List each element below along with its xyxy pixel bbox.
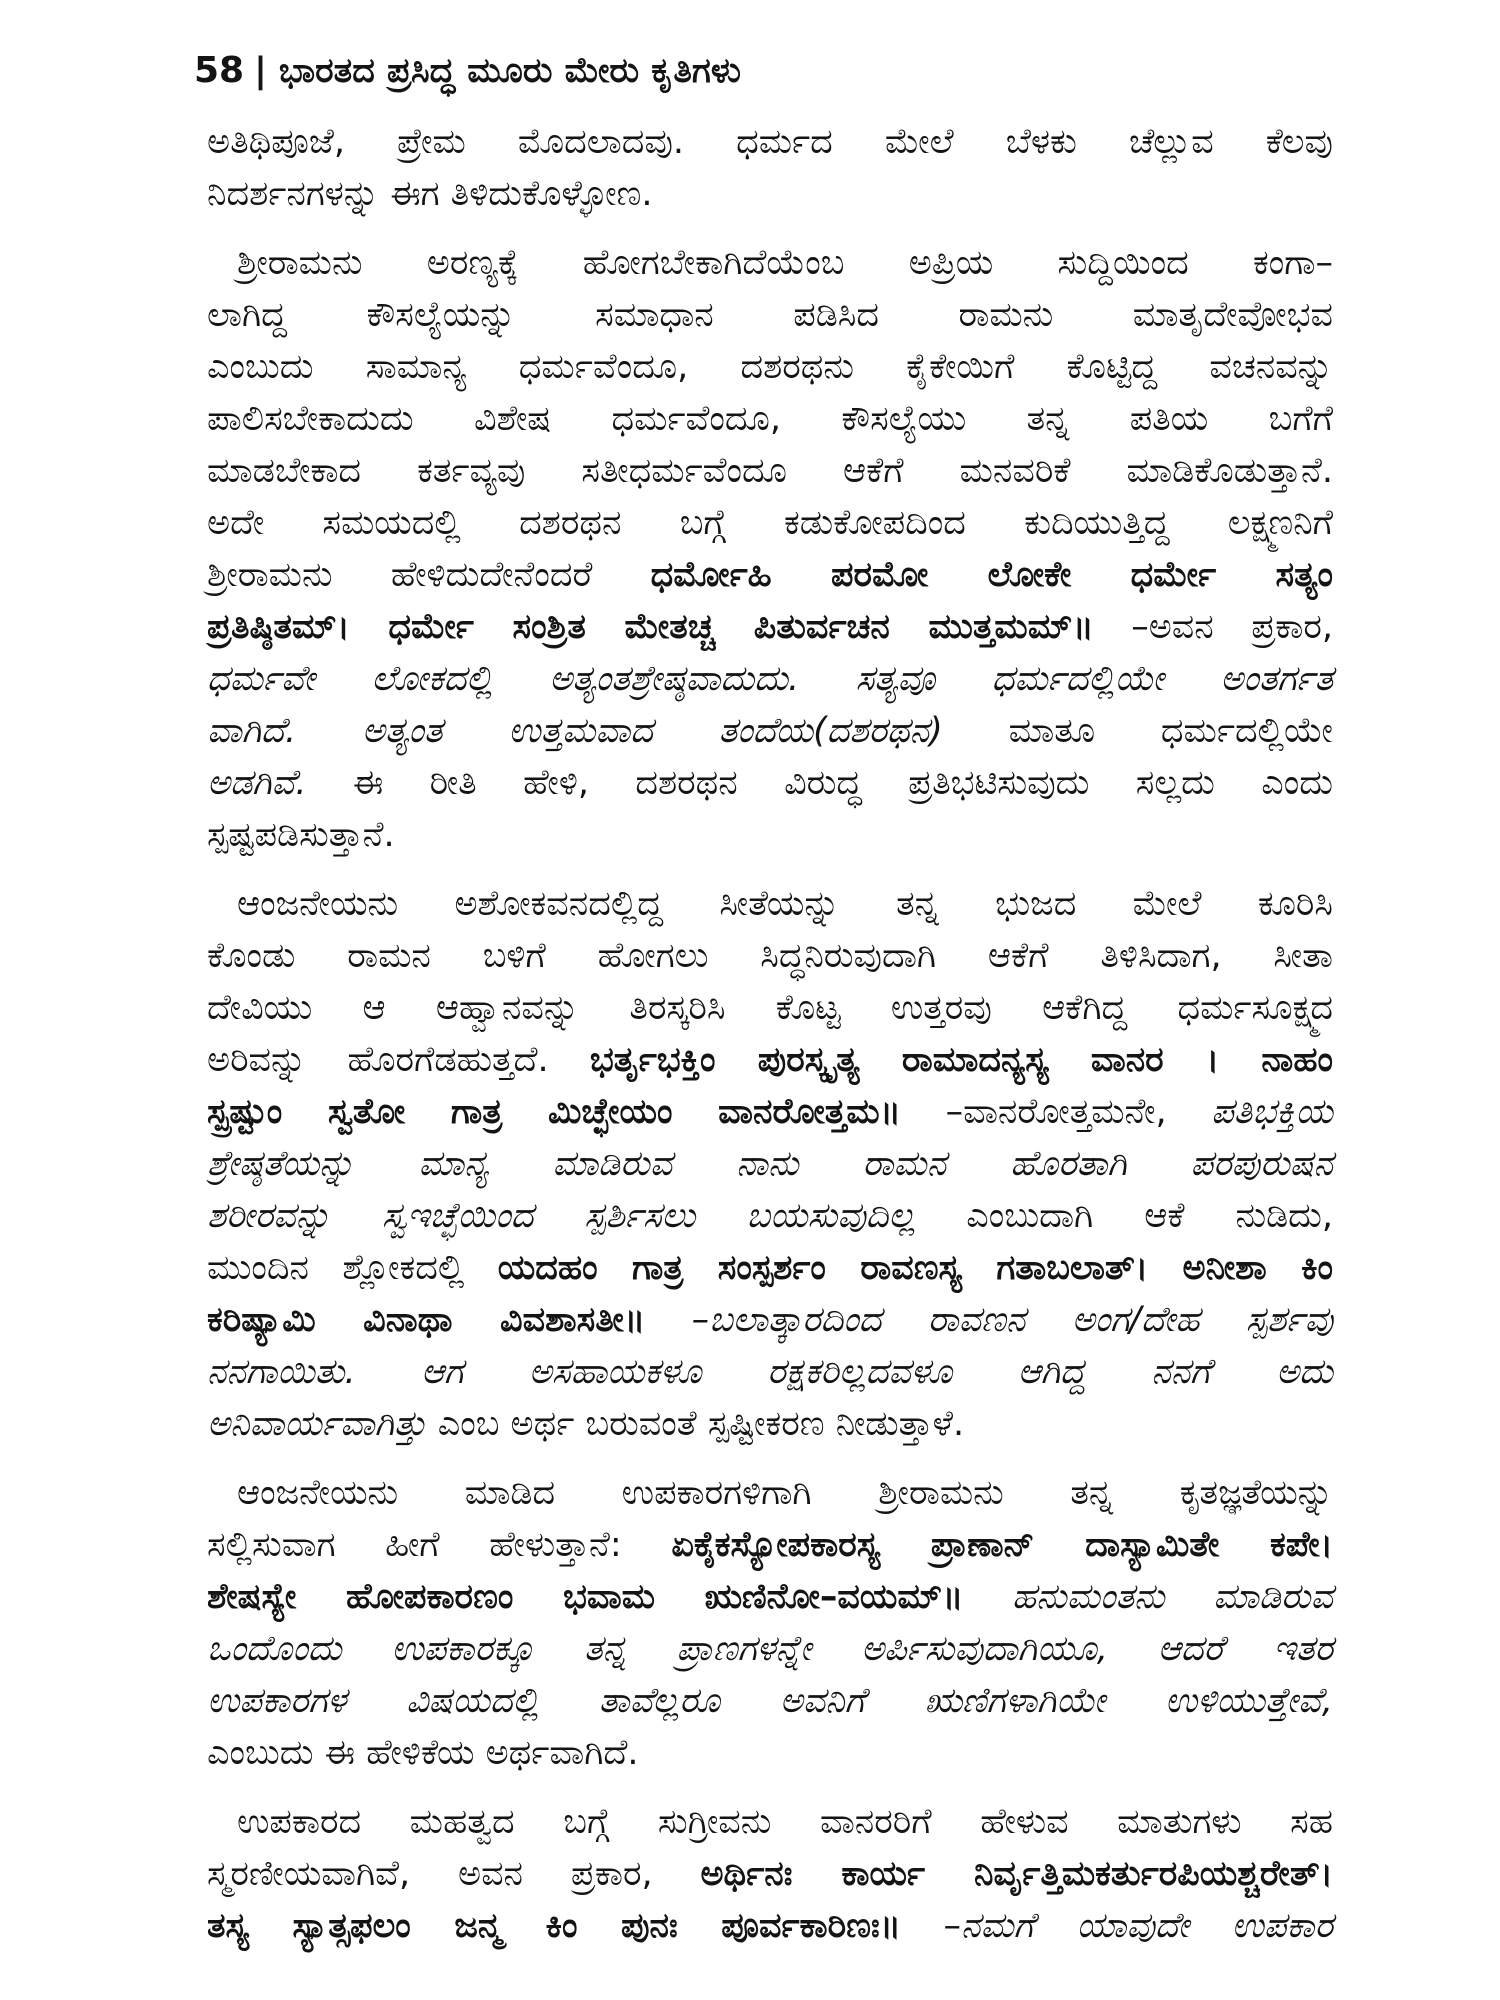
text-segment: ಮಾತೂ ಧರ್ಮದಲ್ಲಿಯೇ bbox=[942, 711, 1333, 751]
sanskrit-verse: ಯದಹಂ ಗಾತ್ರ ಸಂಸ್ಪರ್ಶಂ ರಾವಣಸ್ಯ ಗತಾಬಲಾತ್। ಅನೀಶಾ ಕಿಂ bbox=[497, 1248, 1334, 1288]
text-line bbox=[207, 601, 1333, 653]
text-segment: ಎಂಬುದು ಈ ಹೇಳಿಕೆಯ ಅರ್ಥವಾಗಿದೆ. bbox=[207, 1733, 639, 1773]
text-segment: ಸಲ್ಲಿಸುವಾಗ ಹೀಗೆ ಹೇಳುತ್ತಾನೆ: bbox=[207, 1525, 672, 1565]
text-line bbox=[207, 653, 1333, 705]
translation-italic: ಧರ್ಮವೇ ಲೋಕದಲ್ಲಿ ಅತ್ಯಂತಶ್ರೇಷ್ಠವಾದುದು. ಸತ್ಯವೂ ಧರ್ಮದಲ್ಲಿಯೇ ಅಂತರ್ಗತ bbox=[207, 659, 1333, 699]
text-line bbox=[207, 982, 1333, 1034]
text-line bbox=[207, 1727, 1333, 1779]
text-line bbox=[207, 549, 1333, 601]
text-segment: ಶ್ರೀರಾಮನು ಹೇಳಿದುದೇನೆಂದರೆ bbox=[207, 555, 651, 595]
text-segment: ಅರಿವನ್ನು ಹೊರಗೆಡಹುತ್ತದೆ. bbox=[207, 1040, 590, 1080]
text-line bbox=[207, 497, 1333, 549]
translation-italic: ವಾಗಿದೆ. ಅತ್ಯಂತ ಉತ್ತಮವಾದ ತಂದೆಯ(ದಶರಥನ) bbox=[207, 711, 943, 751]
text-segment: ಆಂಜನೇಯನು ಮಾಡಿದ ಉಪಕಾರಗಳಿಗಾಗಿ ಶ್ರೀರಾಮನು ತನ್ನ ಕೃತಜ್ಞತೆಯನ್ನು bbox=[237, 1473, 1333, 1513]
text-line bbox=[207, 393, 1333, 445]
text-segment: ಮಾಡಬೇಕಾದ ಕರ್ತವ್ಯವು ಸತೀಧರ್ಮವೆಂದೂ ಆಕೆಗೆ ಮನವರಿಕೆ ಮಾಡಿಕೊಡುತ್ತಾನೆ. bbox=[207, 451, 1333, 491]
sanskrit-verse: ಸ್ಪ್ರಷ್ಟುಂ ಸ್ವತೋ ಗಾತ್ರ ಮಿಚ್ಛೇಯಂ ವಾನರೋತ್ತಮ॥ bbox=[207, 1092, 901, 1132]
text-line bbox=[207, 1796, 1333, 1848]
page-number: 58 bbox=[194, 50, 245, 91]
translation-italic: ಒಂದೊಂದು ಉಪಕಾರಕ್ಕೂ ತನ್ನ ಪ್ರಾಣಗಳನ್ನೇ ಅರ್ಪಿಸುವುದಾಗಿಯೂ, ಆದರೆ ಇತರ bbox=[207, 1629, 1333, 1669]
paragraph bbox=[207, 878, 1333, 1450]
translation-italic: ಅಡಗಿವೆ. bbox=[207, 763, 307, 803]
sanskrit-verse: ಭರ್ತೃಭಕ್ತಿಂ ಪುರಸ್ಕೃತ್ಯ ರಾಮಾದನ್ಯಸ್ಯ ವಾನರ । ನಾಹಂ bbox=[589, 1040, 1333, 1080]
text-segment: ಎಂಬ ಅರ್ಥ ಬರುವಂತೆ ಸ್ಪಷ್ಟೀಕರಣ ನೀಡುತ್ತಾಳೆ. bbox=[426, 1404, 965, 1444]
translation-italic: –ಬಲಾತ್ಕಾರದಿಂದ ರಾವಣನ ಅಂಗ/ದೇಹ ಸ್ಪರ್ಶವು bbox=[645, 1300, 1333, 1340]
text-line bbox=[207, 705, 1333, 757]
translation-italic: ಶ್ರೇಷ್ಠತೆಯನ್ನು ಮಾನ್ಯ ಮಾಡಿರುವ ನಾನು ರಾಮನ ಹೊರತಾಗಿ ಪರಪುರುಷನ bbox=[207, 1144, 1333, 1184]
text-segment: ಪಾಲಿಸಬೇಕಾದುದು ವಿಶೇಷ ಧರ್ಮವೆಂದೂ, ಕೌಸಲ್ಯೆಯು ತನ್ನ ಪತಿಯ ಬಗೆಗೆ bbox=[207, 399, 1333, 439]
text-segment: ಎಂಬುದು ಸಾಮಾನ್ಯ ಧರ್ಮವೆಂದೂ, ದಶರಥನು ಕೈಕೇಯಿಗೆ ಕೊಟ್ಟಿದ್ದ ವಚನವನ್ನು bbox=[207, 347, 1333, 387]
text-segment: ನಿದರ್ಶನಗಳನ್ನು ಈಗ ತಿಳಿದುಕೊಳ್ಳೋಣ. bbox=[207, 174, 653, 214]
text-line bbox=[207, 878, 1333, 930]
text-segment: –ವಾನರೋತ್ತಮನೇ, bbox=[900, 1092, 1212, 1132]
sanskrit-verse: ಶೇಷಸ್ಯೇ ಹೋಪಕಾರಣಂ ಭವಾಮ ಋಣಿನೋ–ವಯಮ್॥ bbox=[207, 1577, 964, 1617]
paragraph bbox=[207, 116, 1333, 220]
translation-italic: ನನಗಾಯಿತು. ಆಗ ಅಸಹಾಯಕಳೂ ರಕ್ಷಕರಿಲ್ಲದವಳೂ ಆಗಿದ್ದ ನನಗೆ ಅದು bbox=[207, 1352, 1333, 1392]
sanskrit-verse: ಪ್ರತಿಷ್ಠಿತಮ್। ಧರ್ಮೇ ಸಂಶ್ರಿತ ಮೇತಚ್ಚ ಪಿತುರ್ವಚನ ಮುತ್ತಮಮ್॥ bbox=[207, 607, 1094, 647]
translation-italic: ಪತಿಭಕ್ತಿಯ bbox=[1211, 1092, 1333, 1132]
text-segment: ಲಾಗಿದ್ದ ಕೌಸಲ್ಯೆಯನ್ನು ಸಮಾಧಾನ ಪಡಿಸಿದ ರಾಮನು ಮಾತೃದೇವೋಭವ bbox=[207, 295, 1333, 335]
text-segment: – bbox=[901, 1906, 962, 1946]
text-line bbox=[207, 809, 1333, 861]
text-line bbox=[207, 1519, 1333, 1571]
text-line bbox=[207, 1398, 1333, 1450]
text-line bbox=[207, 1571, 1333, 1623]
text-line bbox=[207, 757, 1333, 809]
text-segment: ಕೊಂಡು ರಾಮನ ಬಳಿಗೆ ಹೋಗಲು ಸಿದ್ಧನಿರುವುದಾಗಿ ಆಕೆಗೆ ತಿಳಿಸಿದಾಗ, ಸೀತಾ bbox=[207, 936, 1333, 976]
translation-italic: ಉಪಕಾರಗಳ ವಿಷಯದಲ್ಲಿ ತಾವೆಲ್ಲರೂ ಅವನಿಗೆ ಋಣಿಗಳಾಗಿಯೇ ಉಳಿಯುತ್ತೇವೆ, bbox=[207, 1681, 1333, 1721]
sanskrit-verse: ಧರ್ಮೋಹಿ ಪರಮೋ ಲೋಕೇ ಧರ್ಮೇ ಸತ್ಯಂ bbox=[650, 555, 1333, 595]
text-line bbox=[207, 445, 1333, 497]
sanskrit-verse: ಏಕೈಕಸ್ಯೋಪಕಾರಸ್ಯ ಪ್ರಾಣಾನ್ ದಾಸ್ಯಾಮಿತೇ ಕಪೇ। bbox=[671, 1525, 1334, 1565]
translation-italic: ಶರೀರವನ್ನು ಸ್ವಇಚ್ಛೆಯಿಂದ ಸ್ಪರ್ಶಿಸಲು ಬಯಸುವುದಿಲ್ಲ bbox=[207, 1196, 916, 1236]
text-segment: ಶ್ರೀರಾಮನು ಅರಣ್ಯಕ್ಕೆ ಹೋಗಬೇಕಾಗಿದೆಯೆಂಬ ಅಪ್ರಿಯ ಸುದ್ದಿಯಿಂದ ಕಂಗಾ– bbox=[237, 243, 1333, 283]
text-line bbox=[207, 1138, 1333, 1190]
paragraph bbox=[207, 237, 1333, 861]
text-line bbox=[207, 168, 1333, 220]
sanskrit-verse: ತಸ್ಯ ಸ್ಯಾತ್ಸಫಲಂ ಜನ್ಮ ಕಿಂ ಪುನಃ ಪೂರ್ವಕಾರಿಣಃ॥ bbox=[207, 1906, 902, 1946]
text-segment: –ಅವನ ಪ್ರಕಾರ, bbox=[1093, 607, 1334, 647]
sanskrit-verse: ಅರ್ಥಿನಃ ಕಾರ್ಯ ನಿರ್ವೃತ್ತಿಮಕರ್ತುರಪಿಯಶ್ಚರೇತ್। bbox=[700, 1854, 1334, 1894]
translation-italic: ಅನಿವಾರ್ಯವಾಗಿತ್ತು bbox=[207, 1404, 427, 1444]
translation-italic: ಹನುಮಂತನು ಮಾಡಿರುವ bbox=[963, 1577, 1333, 1617]
book-title: ಭಾರತದ ಪ್ರಸಿದ್ಧ ಮೂರು ಮೇರು ಕೃತಿಗಳು bbox=[278, 51, 741, 91]
text-line bbox=[207, 1848, 1333, 1900]
text-segment: ಆಂಜನೇಯನು ಅಶೋಕವನದಲ್ಲಿದ್ದ ಸೀತೆಯನ್ನು ತನ್ನ ಭುಜದ ಮೇಲೆ ಕೂರಿಸಿ bbox=[237, 884, 1333, 924]
text-line bbox=[207, 1900, 1333, 1952]
text-line bbox=[207, 1242, 1333, 1294]
text-line bbox=[207, 341, 1333, 393]
text-segment: ಅತಿಥಿಪೂಜೆ, ಪ್ರೇಮ ಮೊದಲಾದವು. ಧರ್ಮದ ಮೇಲೆ ಬೆಳಕು ಚೆಲ್ಲುವ ಕೆಲವು bbox=[207, 122, 1333, 162]
text-line bbox=[207, 116, 1333, 168]
body-text bbox=[207, 116, 1333, 1969]
text-line bbox=[207, 1623, 1333, 1675]
text-line bbox=[207, 1346, 1333, 1398]
text-line bbox=[207, 1675, 1333, 1727]
text-segment: ಸ್ಪಷ್ಟಪಡಿಸುತ್ತಾನೆ. bbox=[207, 815, 395, 855]
text-segment: ಎಂಬುದಾಗಿ ಆಕೆ ನುಡಿದು, bbox=[915, 1196, 1333, 1236]
text-line bbox=[207, 1034, 1333, 1086]
text-line bbox=[207, 1086, 1333, 1138]
text-line bbox=[207, 237, 1333, 289]
running-header bbox=[194, 45, 741, 97]
text-segment: ಸ್ಮರಣೀಯವಾಗಿವೆ, ಅವನ ಪ್ರಕಾರ, bbox=[207, 1854, 701, 1894]
text-segment: ಉಪಕಾರದ ಮಹತ್ವದ ಬಗ್ಗೆ ಸುಗ್ರೀವನು ವಾನರರಿಗೆ ಹೇಳುವ ಮಾತುಗಳು ಸಹ bbox=[237, 1802, 1333, 1842]
text-line bbox=[207, 1467, 1333, 1519]
text-segment: ಈ ರೀತಿ ಹೇಳಿ, ದಶರಥನ ವಿರುದ್ಧ ಪ್ರತಿಭಟಿಸುವುದು ಸಲ್ಲದು ಎಂದು bbox=[306, 763, 1333, 803]
text-line bbox=[207, 1294, 1333, 1346]
text-segment: ದೇವಿಯು ಆ ಆಹ್ವಾನವನ್ನು ತಿರಸ್ಕರಿಸಿ ಕೊಟ್ಟ ಉತ್ತರವು ಆಕೆಗಿದ್ದ ಧರ್ಮಸೂಕ್ಷ್ಮದ bbox=[207, 988, 1333, 1028]
text-line bbox=[207, 289, 1333, 341]
paragraph bbox=[207, 1467, 1333, 1779]
text-segment: ಅದೇ ಸಮಯದಲ್ಲಿ ದಶರಥನ ಬಗ್ಗೆ ಕಡುಕೋಪದಿಂದ ಕುದಿಯುತ್ತಿದ್ದ ಲಕ್ಷ್ಮಣನಿಗೆ bbox=[207, 503, 1333, 543]
paragraph bbox=[207, 1796, 1333, 1952]
text-segment: ಮುಂದಿನ ಶ್ಲೋಕದಲ್ಲಿ bbox=[207, 1248, 498, 1288]
sanskrit-verse: ಕರಿಷ್ಯಾಮಿ ವಿನಾಥಾ ವಿವಶಾಸತೀ॥ bbox=[207, 1300, 646, 1340]
text-line bbox=[207, 1190, 1333, 1242]
header-separator: | bbox=[254, 51, 267, 91]
text-line bbox=[207, 930, 1333, 982]
translation-italic: ನಮಗೆ ಯಾವುದೇ ಉಪಕಾರ bbox=[961, 1906, 1333, 1946]
